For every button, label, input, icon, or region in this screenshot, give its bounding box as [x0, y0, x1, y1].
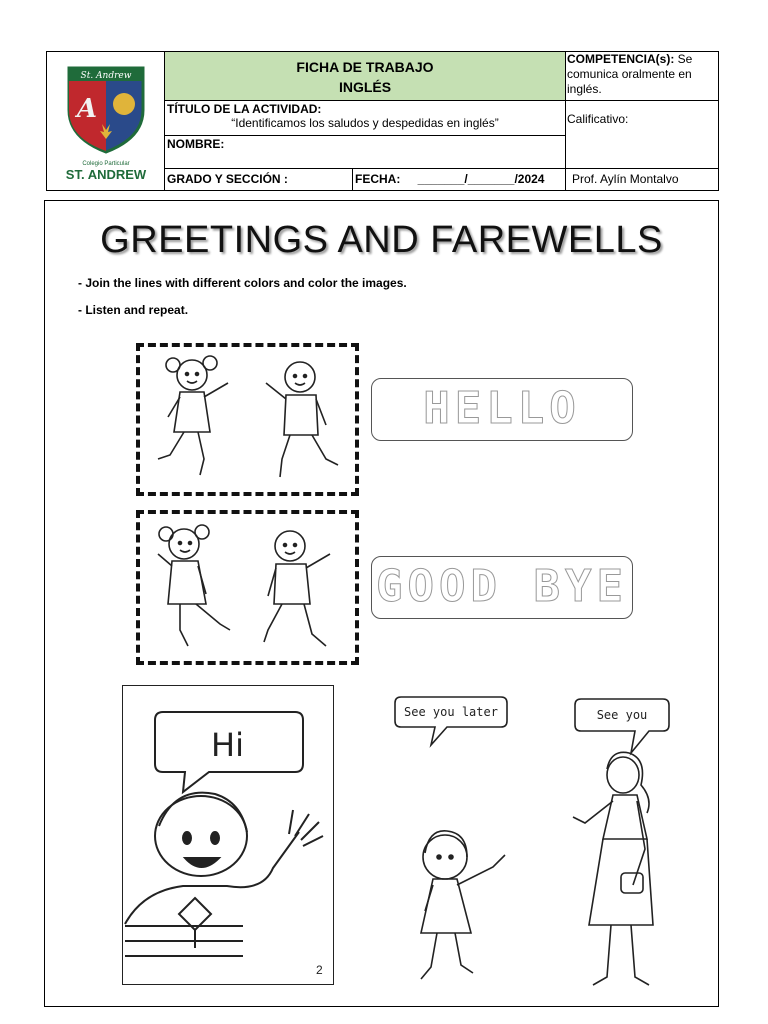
child-saying-hi-drawing — [123, 686, 333, 984]
activity-value: “Identificamos los saludos y despedidas en inglés” — [231, 116, 499, 130]
picture-kids-hello[interactable] — [136, 343, 359, 496]
logo-top-text: St. Andrew — [80, 71, 132, 81]
calificativo-label: Calificativo: — [567, 112, 629, 126]
picture-kids-goodbye[interactable] — [136, 510, 359, 665]
page-number: 2 — [316, 963, 323, 977]
school-logo — [47, 52, 165, 190]
logo-small-text: Colegio Particular — [82, 161, 130, 167]
name-label: NOMBRE: — [167, 137, 225, 151]
fecha-label: FECHA: — [355, 172, 401, 186]
instruction-2: - Listen and repeat. — [78, 303, 189, 317]
name-field[interactable] — [165, 136, 566, 168]
instruction-1: - Join the lines with different colors and color the images. — [78, 276, 407, 290]
trace-word-goodbye[interactable]: GOOD BYE — [371, 556, 633, 619]
worksheet-header — [46, 51, 719, 191]
activity-cell — [165, 101, 566, 136]
bubble-see-you-later-text: See you later — [404, 705, 498, 719]
worksheet-body — [44, 200, 719, 1007]
calificativo-field[interactable] — [566, 101, 718, 168]
activity-label: TÍTULO DE LA ACTIVIDAD: — [167, 102, 322, 116]
bubbles-and-farewell-drawing — [385, 689, 685, 994]
bubble-see-you-text: See you — [596, 708, 648, 722]
fecha-field[interactable] — [353, 168, 566, 190]
title-line-2: INGLÉS — [338, 79, 392, 95]
bubble-hi-text: Hi — [211, 726, 244, 764]
competencia-value: Se comunica oralmente en inglés. — [567, 52, 693, 96]
worksheet-title-cell — [165, 52, 566, 101]
kids-waving-drawing — [140, 347, 355, 492]
worksheet-main-title: GREETINGS AND FAREWELLS — [100, 219, 663, 261]
logo-cell — [47, 52, 165, 190]
svg-text:A: A — [76, 94, 98, 124]
fecha-value: _______/_______/2024 — [417, 172, 545, 186]
grado-label: GRADO Y SECCIÓN : — [167, 172, 288, 186]
teacher-name: Prof. Aylín Montalvo — [566, 168, 718, 190]
trace-word-hello[interactable]: HELLO — [371, 378, 633, 441]
competencia-cell — [566, 52, 718, 101]
title-line-1: FICHA DE TRABAJO — [296, 59, 434, 75]
competencia-label: COMPETENCIA(s): — [567, 52, 675, 66]
logo-name: ST. ANDREW — [65, 167, 147, 182]
grado-field[interactable] — [165, 168, 353, 190]
picture-child-saying-hi[interactable] — [122, 685, 334, 985]
kids-waving-goodbye-drawing — [140, 514, 355, 661]
